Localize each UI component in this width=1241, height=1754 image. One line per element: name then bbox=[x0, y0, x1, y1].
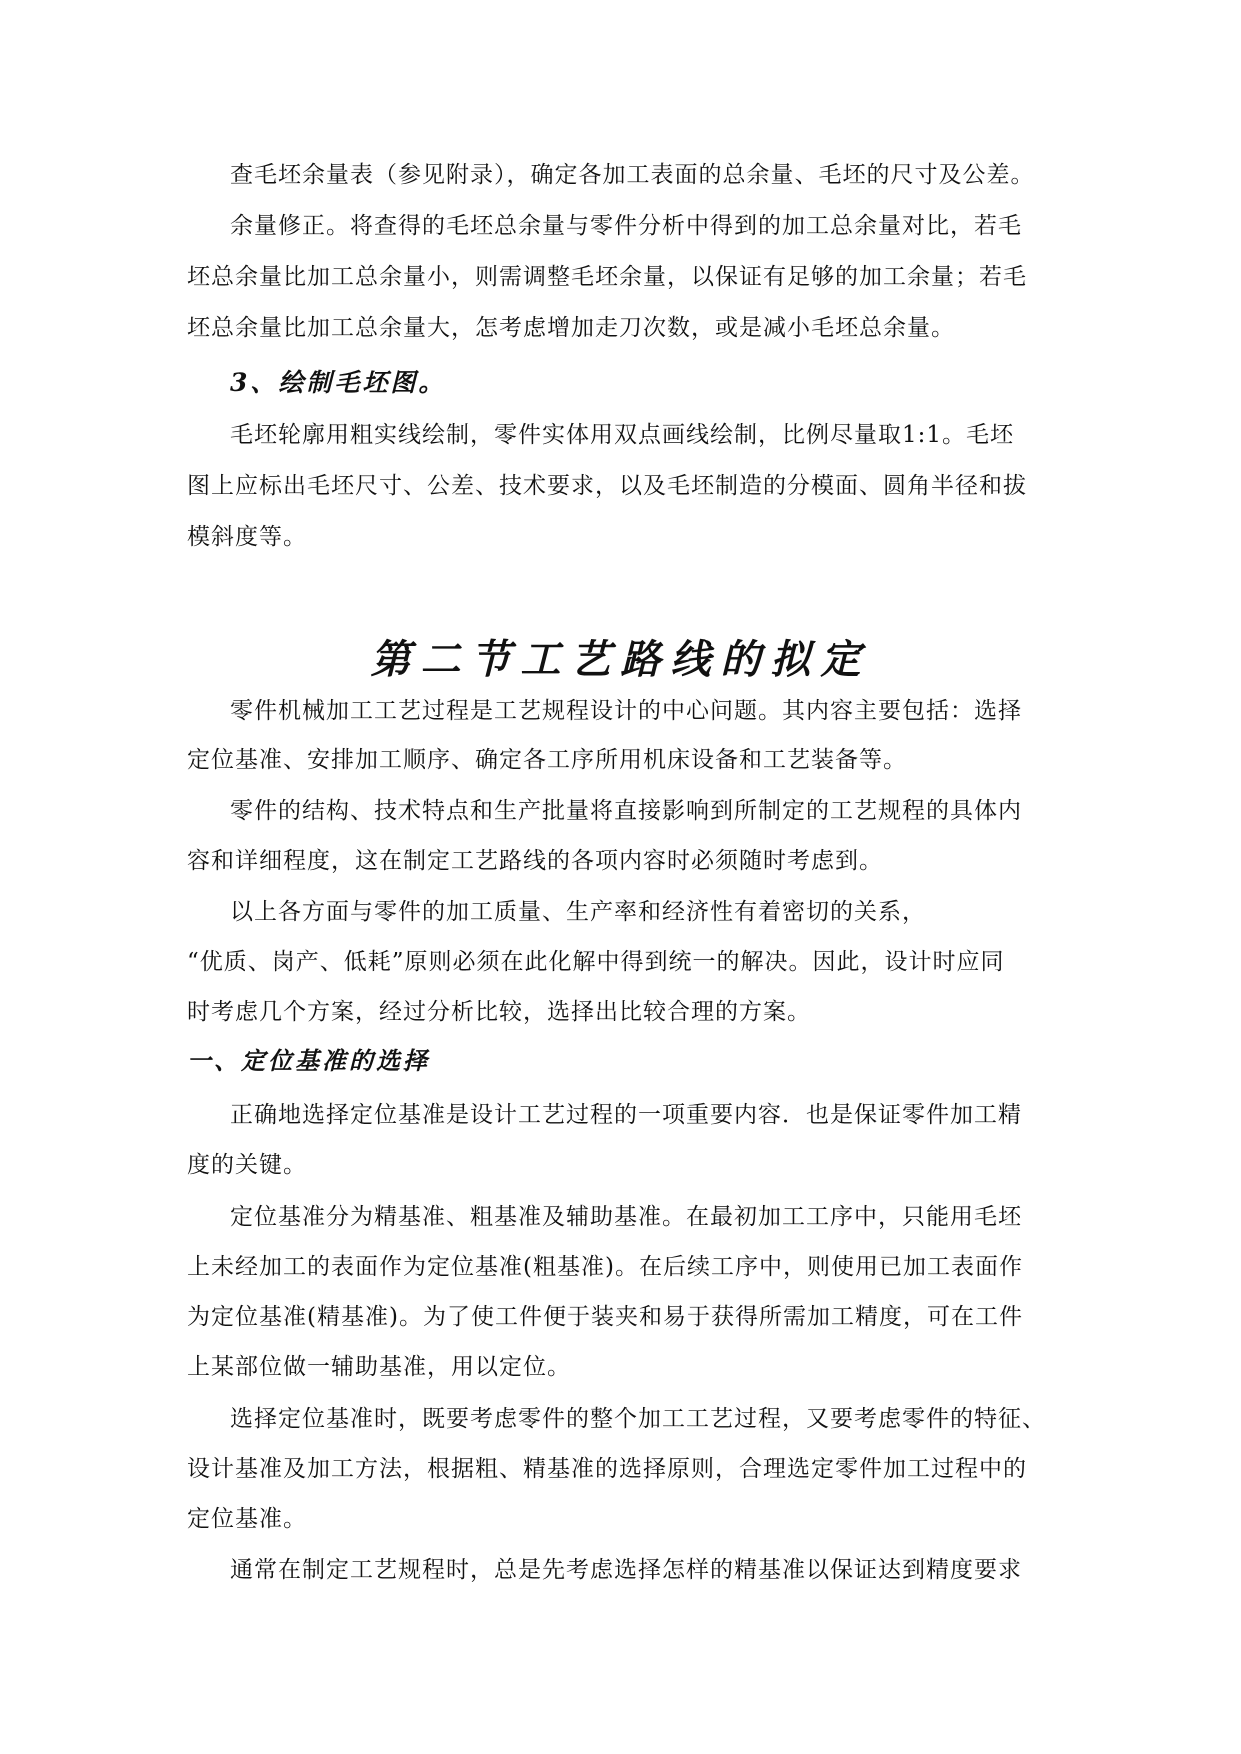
paragraph-line: 定位基准、安排加工顺序、确定各工序所用机床设备和工艺装备等。 bbox=[187, 747, 907, 773]
paragraph-line: 定位基准分为精基准、粗基准及辅助基准。在最初加工工序中，只能用毛坯 bbox=[230, 1204, 1022, 1230]
paragraph-line: 容和详细程度，这在制定工艺路线的各项内容时必须随时考虑到。 bbox=[187, 848, 883, 874]
paragraph-line: 度的关键。 bbox=[187, 1152, 307, 1178]
paragraph-line: 余量修正。将查得的毛坯总余量与零件分析中得到的加工总余量对比，若毛 bbox=[230, 213, 1022, 239]
paragraph-line: 定位基准。 bbox=[187, 1506, 307, 1532]
subsection-heading: 一、定位基准的选择 bbox=[187, 1046, 430, 1075]
paragraph-line: 上未经加工的表面作为定位基准(粗基准)。在后续工序中，则使用已加工表面作 bbox=[187, 1254, 1023, 1280]
paragraph-line: 正确地选择定位基准是设计工艺过程的一项重要内容．也是保证零件加工精 bbox=[230, 1102, 1022, 1128]
paragraph-line: 通常在制定工艺规程时，总是先考虑选择怎样的精基准以保证达到精度要求 bbox=[230, 1557, 1022, 1583]
paragraph-line: 上某部位做一辅助基准，用以定位。 bbox=[187, 1354, 571, 1380]
paragraph-line: 查毛坯余量表（参见附录），确定各加工表面的总余量、毛坯的尺寸及公差。 bbox=[230, 162, 1035, 188]
subsection-heading: 3、绘制毛坯图。 bbox=[230, 368, 447, 397]
paragraph-line: “优质、岗产、低耗”原则必须在此化解中得到统一的解决。因此，设计时应同 bbox=[187, 949, 1005, 975]
paragraph-line: 模斜度等。 bbox=[187, 524, 307, 550]
paragraph-line: 毛坯轮廓用粗实线绘制，零件实体用双点画线绘制，比例尽量取1:1。毛坯 bbox=[230, 422, 1015, 448]
paragraph-line: 时考虑几个方案，经过分析比较，选择出比较合理的方案。 bbox=[187, 999, 811, 1025]
paragraph-line: 图上应标出毛坯尺寸、公差、技术要求，以及毛坯制造的分模面、圆角半径和拔 bbox=[187, 473, 1027, 499]
paragraph-line: 为定位基准(精基准)。为了使工件便于装夹和易于获得所需加工精度，可在工件 bbox=[187, 1304, 1023, 1330]
paragraph-line: 坯总余量比加工总余量小，则需调整毛坯余量，以保证有足够的加工余量；若毛 bbox=[187, 264, 1027, 290]
paragraph-line: 设计基准及加工方法，根据粗、精基准的选择原则，合理选定零件加工过程中的 bbox=[187, 1456, 1027, 1482]
paragraph-line: 零件的结构、技术特点和生产批量将直接影响到所制定的工艺规程的具体内 bbox=[230, 798, 1022, 824]
paragraph-line: 零件机械加工工艺过程是工艺规程设计的中心问题。其内容主要包括：选择 bbox=[230, 698, 1022, 724]
paragraph-line: 选择定位基准时，既要考虑零件的整个加工工艺过程，又要考虑零件的特征、 bbox=[230, 1406, 1046, 1432]
paragraph-line: 坯总余量比加工总余量大，怎考虑增加走刀次数，或是减小毛坯总余量。 bbox=[187, 315, 955, 341]
paragraph-line: 以上各方面与零件的加工质量、生产率和经济性有着密切的关系， bbox=[230, 899, 926, 925]
section-title: 第二节工艺路线的拟定 bbox=[370, 636, 871, 683]
